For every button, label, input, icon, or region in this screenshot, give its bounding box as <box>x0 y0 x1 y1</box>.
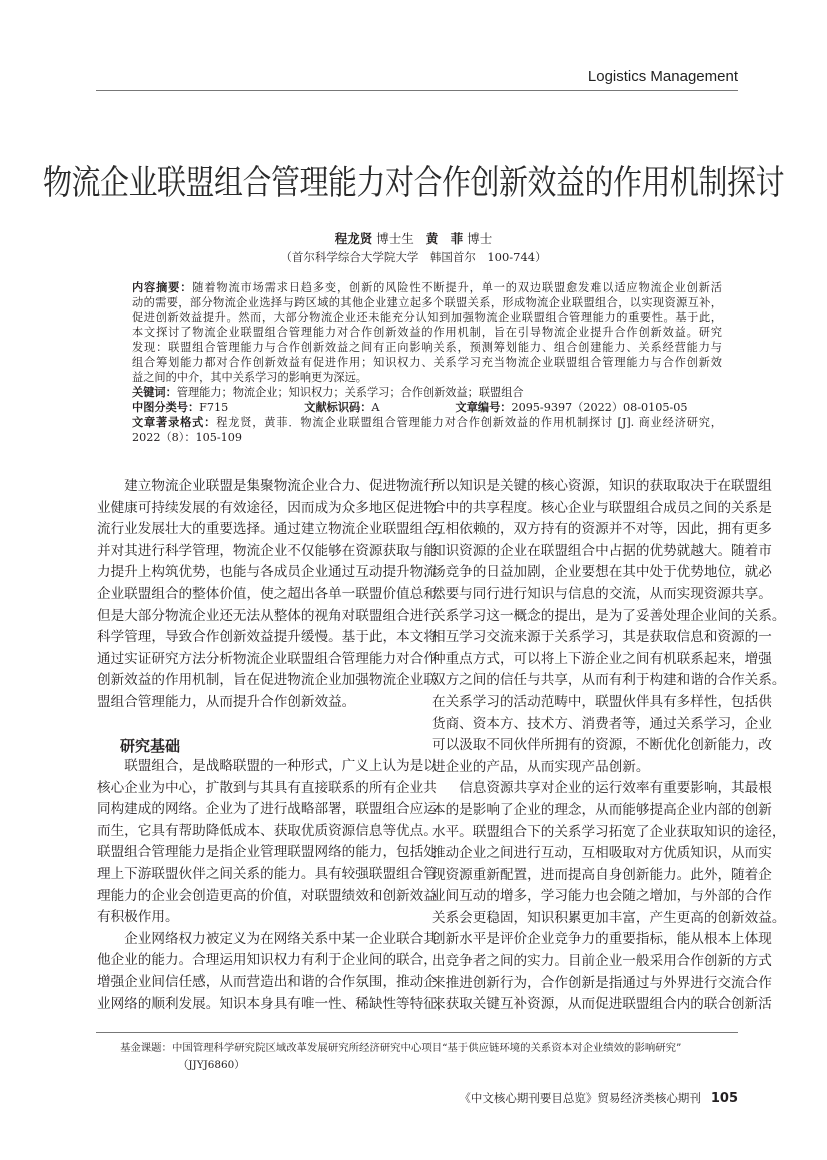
article-no-label: 文章编号： <box>455 401 512 414</box>
citation-line: 2022（8）：105-109 <box>132 431 243 444</box>
body-line: 企业联盟组合的整体价值，使之超出各单一联盟价值总和。 <box>97 585 451 602</box>
citation-line <box>132 415 722 430</box>
body-line: 他企业的能力。合理运用知识权力有利于企业间的联合， <box>97 952 437 969</box>
body-line: 相互学习交流来源于关系学习，其是获取信息和资源的一 <box>432 629 772 646</box>
abstract-line: 益之间的中介，其中关系学习的影响更为深远。 <box>132 371 367 384</box>
body-line: 出竞争者之间的实力。目前企业一般采用合作创新的方式 <box>432 953 772 970</box>
body-line: 企业网络权力被定义为在网络关系中某一企业联合其 <box>124 930 437 947</box>
clc-value: F715 <box>199 401 229 414</box>
header-divider <box>96 90 738 91</box>
body-line: 关系会更稳固，知识积累更加丰富，产生更高的创新效益。 <box>432 909 786 926</box>
abstract-block <box>132 280 722 445</box>
body-line: 双方之间的信任与共享，从而有利于构建和谐的合作关系。 <box>432 672 786 689</box>
abstract-line: 动的需要，部分物流企业选择与跨区域的其他企业建立起多个联盟关系，形成物流企业联盟组合，以实现资源互补， <box>132 296 722 309</box>
footnote-divider <box>96 1032 738 1033</box>
author-degree: 博士生 <box>376 231 414 246</box>
clc-label: 中图分类号： <box>132 401 200 414</box>
body-line: 联盟组合，是战略联盟的一种形式，广义上认为是以 <box>124 758 437 774</box>
line-group <box>432 778 786 1016</box>
body-line: 力提升上构筑优势，也能与各成员企业通过互动提升物流 <box>97 564 437 581</box>
funding-code: （JJYJ6860） <box>178 1059 245 1071</box>
body-line: 流行业发展壮大的重要选择。通过建立物流企业联盟组合， <box>97 521 451 538</box>
line-group <box>97 476 451 714</box>
body-line: 现资源重新配置，进而提高自身创新能力。此外，随着企 <box>432 866 772 883</box>
line-group <box>132 295 722 370</box>
keywords-value: 管理能力；物流企业；知识权力；关系学习；合作创新效益；联盟组合 <box>176 386 524 399</box>
body-line: 推动企业之间进行互动，互相吸取对方优质知识，从而实 <box>432 845 772 862</box>
citation-text: 程龙贤，黄菲．物流企业联盟组合管理能力对合作创新效益的作用机制探讨 [J]. 商业经济研究， <box>216 416 722 429</box>
body-line: 场竞争的日益加剧，企业要想在其中处于优势地位，就必 <box>432 564 772 581</box>
doc-code-label: 文献标识码： <box>304 401 372 414</box>
article-title: 物流企业联盟组合管理能力对合作创新效益的作用机制探讨 <box>42 162 784 203</box>
citation-label: 文章著录格式： <box>132 416 217 429</box>
abstract-line: 发现：联盟组合管理能力与合作创新效益之间有正向影响关系，预测筹划能力、组合创建能力、关系经营能力与 <box>132 341 722 354</box>
body-line: 来获取关键互补资源，从而促进联盟组合内的联合创新活 <box>432 996 772 1013</box>
section-header: Logistics Management <box>587 68 738 85</box>
body-line: 同构建成的网络。企业为了进行战略部署，联盟组合应运 <box>97 801 437 818</box>
article-no-value: 2095-9397（2022）08-0105-05 <box>511 401 688 414</box>
body-left-p1 <box>97 476 451 714</box>
body-line: 业网络的顺利发展。知识本身具有唯一性、稀缺性等特征， <box>97 995 451 1012</box>
body-line: 进企业的产品，从而实现产品创新。 <box>432 758 650 775</box>
author-degree: 博士 <box>467 231 493 246</box>
body-line: 联盟组合管理能力是指企业管理联盟网络的能力，包括处 <box>97 844 437 861</box>
abstract-label: 内容摘要： <box>132 281 193 294</box>
keywords <box>132 385 722 400</box>
body-line: 建立物流企业联盟是集聚物流企业合力、促进物流行 <box>124 478 437 494</box>
abstract-text: 随着物流市场需求日趋多变，创新的风险性不断提升，单一的双边联盟愈发难以适应物流企业创新活 <box>192 281 722 294</box>
body-line: 理上下游联盟伙伴之间关系的能力。具有较强联盟组合管 <box>97 865 437 882</box>
body-line: 关系学习这一概念的提出，是为了妥善处理企业间的关系。 <box>432 607 786 624</box>
abstract-line <box>132 280 722 295</box>
abstract-line: 组合筹划能力都对合作创新效益有促进作用；知识权力、关系学习充当物流企业联盟组合管理能力与合作创新效 <box>132 356 722 369</box>
body-line: 所以知识是关键的核心资源，知识的获取取决于在联盟组 <box>432 478 772 494</box>
body-line: 增强企业间信任感，从而营造出和谐的合作氛围，推动企 <box>97 973 437 990</box>
body-line: 在关系学习的活动范畴中，联盟伙伴具有多样性，包括供 <box>432 693 772 710</box>
line-group <box>432 476 786 778</box>
keywords-label: 关键词： <box>132 386 177 399</box>
body-line: 然要与同行进行知识与信息的交流，从而实现资源共享。 <box>432 585 772 602</box>
affiliation: （首尔科学综合大学院大学 韩国首尔 100-744） <box>280 250 547 264</box>
body-left-p2 <box>97 756 451 1015</box>
abstract-line: 促进创新效益提升。然而，大部分物流企业还未能充分认知到加强物流企业联盟组合管理能力的重要性。基于此， <box>132 311 722 324</box>
footnote <box>120 1040 681 1074</box>
body-line: 理能力的企业会创造更高的价值，对联盟绩效和创新效益 <box>97 887 437 904</box>
body-line: 业健康可持续发展的有效途径，因而成为众多地区促进物 <box>97 499 437 516</box>
body-line: 互相依赖的，双方持有的资源并不对等，因此，拥有更多 <box>432 521 772 538</box>
line-group <box>97 756 437 929</box>
page-number: 105 <box>710 1091 738 1106</box>
classification-line <box>132 400 722 415</box>
body-line: 盟组合管理能力，从而提升合作创新效益。 <box>97 693 356 710</box>
body-line: 货商、资本方、技术方、消费者等，通过关系学习，企业 <box>432 715 772 732</box>
body-line: 水平。联盟组合下的关系学习拓宽了企业获取知识的途径， <box>432 823 786 840</box>
body-line: 通过实证研究方法分析物流企业联盟组合管理能力对合作 <box>97 650 437 667</box>
body-line: 科学管理，导致合作创新效益提升缓慢。基于此，本文将 <box>97 629 437 646</box>
author-name: 黄 菲 <box>425 231 464 246</box>
body-line: 而生，它具有帮助降低成本、获取优质资源信息等优点。 <box>97 822 437 839</box>
body-line: 业间互动的增多，学习能力也会随之增加，与外部的合作 <box>432 888 772 905</box>
section-heading: 研究基础 <box>120 737 181 755</box>
body-line: 来推进创新行为，合作创新是指通过与外界进行交流合作 <box>432 974 772 991</box>
abstract-line: 本文探讨了物流企业联盟组合管理能力对合作创新效益的作用机制，旨在引导物流企业提升合作创新效益。研究 <box>132 326 722 339</box>
body-line: 并对其进行科学管理，物流企业不仅能够在资源获取与能 <box>97 542 437 559</box>
journal-note: 《中文核心期刊要目总览》贸易经济类核心期刊 <box>459 1091 701 1105</box>
body-line: 创新效益的作用机制，旨在促进物流企业加强物流企业联 <box>97 672 437 689</box>
body-line: 但是大部分物流企业还无法从整体的视角对联盟组合进行 <box>97 607 437 624</box>
body-line: 核心企业为中心，扩散到与其具有直接联系的所有企业共 <box>97 779 437 796</box>
body-line: 有积极作用。 <box>97 909 179 926</box>
page-footer <box>459 1090 738 1106</box>
body-line: 创新水平是评价企业竞争力的重要指标，能从根本上体现 <box>432 931 772 948</box>
body-line: 信息资源共享对企业的运行效率有重要影响，其最根 <box>459 780 772 797</box>
body-line: 可以汲取不同伙伴所拥有的资源，不断优化创新能力，改 <box>432 737 772 754</box>
author-line <box>0 229 827 247</box>
line-group <box>97 929 451 1015</box>
author-name: 程龙贤 <box>334 231 373 246</box>
funding-note: 基金课题：中国管理科学研究院区域改革发展研究所经济研究中心项目“基于供应链环境的关系资本对企业绩效的影响研究” <box>120 1042 682 1054</box>
body-line: 种重点方式，可以将上下游企业之间有机联系起来，增强 <box>432 650 772 667</box>
body-line: 本的是影响了企业的理念，从而能够提高企业内部的创新 <box>432 801 772 818</box>
body-line: 合中的共享程度。核心企业与联盟组合成员之间的关系是 <box>432 499 772 516</box>
body-line: 知识资源的企业在联盟组合中占据的优势就越大。随着市 <box>432 542 772 559</box>
doc-code-value: A <box>371 401 380 414</box>
body-right-column <box>432 476 786 1016</box>
